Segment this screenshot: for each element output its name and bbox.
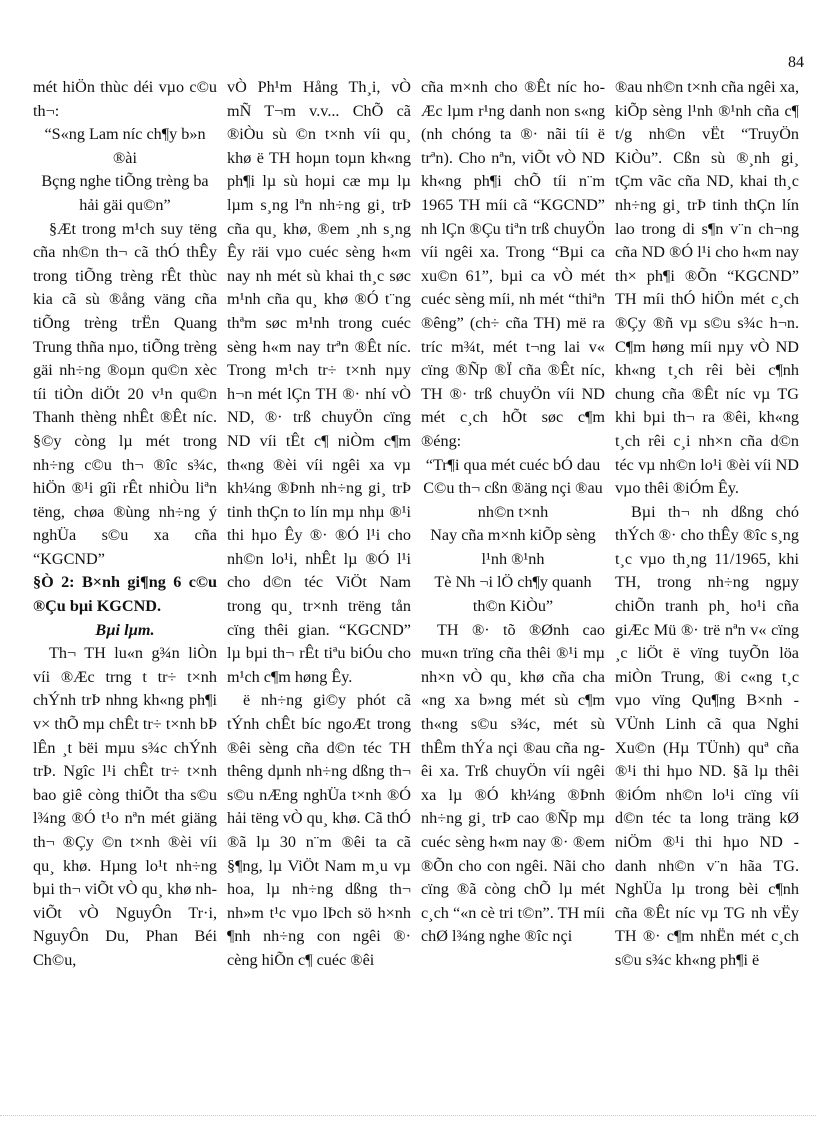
poem-line: Bçng nghe tiÕng trèng ba hải gäi qu©n” xyxy=(41,172,209,214)
paragraph: Th¬ TH lu«n g¾n liÒn víi ®Æc trng t tr÷ t×nh chÝnh trÞ nhng kh«ng ph¶i v× thÕ mµ chÊt tr÷ t×nh bÞ lÊn ¸t bëi mµu s¾c chÝnh trÞ. Ngîc l¹i chÊt tr÷ t×nh bao giê còng thiÕt tha s©u l¾ng ®Ó t¹o nªn mét giäng th¬ ®Çy ©n t×nh ®èi víi qu¸ khø. Hµng lo¹t nh÷ng bµi th¬ viÕt vÒ qu¸ khø nh viÕt vÒ NguyÔn Tr·i, NguyÔn Du, Phan Béi Ch©u, xyxy=(33,644,217,969)
poem-line: Tè Nh ¬i lÖ ch¶y quanh th©n KiÒu” xyxy=(434,573,592,616)
paragraph: TH ®· tõ ®Ønh cao mu«n trïng cña thêi ®¹i mµ nh×n vÒ qu¸ khø cña cha «ng xa b»ng mét sù c¶m th«ng s©u s¾c, mét sù thÊm thÝa nçi ®au cña ngêi xa. Trß chuyÖn víi ngêi xa lµ ®Ó kh¼ng ®Þnh nh÷ng gi¸ trÞ cao ®Ñp mµ cuéc sèng h«m nay ®· ®em ®Õn cho con ngêi. Nãi cho cïng ®ã còng chÕ lµ mét c¸ch “«n cè tri t©n”. TH míi chØ l¾ng nghe ®îc nçi xyxy=(421,620,605,946)
column-4 xyxy=(615,76,799,1106)
section-heading: §Ò 2: B×nh gi¶ng 6 c©u ®Çu bµi KGCND. xyxy=(33,573,217,616)
poem-line: Nay cña m×nh kiÕp sèng l¹nh ®¹nh xyxy=(430,526,596,568)
poem-line: C©u th¬ cßn ®äng nçi ®au nh©n t×nh xyxy=(423,479,603,521)
paragraph: ®au nh©n t×nh cña ngêi xa, kiÕp sèng l¹nh ®¹nh cña c¶ t/g nh©n vËt “TruyÖn KiÒu”. Cßn sù ®¸nh gi¸ tÇm vãc cña ND, khai th¸c nh÷ng gi¸ trÞ tinh thÇn lín lao trong di s¶n v¨n ch¬ng cña ND ®Ó l¹i cho h«m nay th× ph¶i ®Õn “KGCND” TH míi thÓ hiÖn mét c¸ch ®Çy ®ñ vµ s©u s¾c h¬n. C¶m høng míi nµy vÒ ND kh«ng t¸ch rêi bèi c¶nh chung cña ®Êt níc vµ TG khi bµi th¬ ra ®êi, kh«ng t¸ch rêi c¸i nh×n cña d©n téc vµ nh©n lo¹i ®èi víi ND vµo thêi ®iÓm Êy. xyxy=(615,78,799,498)
text-columns xyxy=(33,76,797,1106)
paragraph: §Æt trong m¹ch suy tëng cña nh©n th¬ cã thÓ thÊy trong tiÕng trèng rÊt thùc kia cã sù ®ång väng cña tiÕng trèng trËn Quang Trung thña nµo, tiÕng trèng gäi nh÷ng ®oµn qu©n xèc tíi tiÒn diÖt 20 v¹n qu©n Thanh thèng nhÊt ®Êt níc. §©y còng lµ mét trong nh÷ng c©u th¬ ®îc s¾c, hiÖn ®¹i gîi rÊt nhiÒu liªn tëng, chøa ®ùng nh÷ng ý nghÜa s©u xa cña “KGCND” xyxy=(33,219,217,568)
column-2 xyxy=(227,76,411,1106)
poem-line: “Tr¶i qua mét cuéc bÓ dau xyxy=(425,455,601,474)
bottom-divider xyxy=(0,1115,816,1117)
paragraph: mét hiÖn thùc déi vµo c©u th¬: xyxy=(33,78,217,120)
page-number: 84 xyxy=(788,54,804,71)
paragraph: vÒ Ph¹m Hång Th¸i, vÒ mÑ T¬m v.v... ChÕ cã ®iÒu sù ©n t×nh víi qu¸ khø ë TH hoµn toµn kh«ng ph¶i lµ sù hoµi cæ mµ lµ lµm s¸ng lªn nh÷ng gi¸ trÞ cña qu¸ khø, ®em ¸nh s¸ng Êy räi vµo cuéc sèng h«m nay nh mét sù khai th¸c søc m¹nh cña qu¸ khø ®Ó t¨ng thªm søc m¹nh trong cuéc sèng h«m nay trªn ®Êt níc. Trong m¹ch tr÷ t×nh nµy h¬n mét lÇn TH ®· nhí vÒ ND, ®· trß chuyÖn cïng ND víi tÊt c¶ niÒm c¶m th«ng ®èi víi ngêi xa vµ kh¼ng ®Þnh nh÷ng gi¸ trÞ tinh thÇn to lín mµ nhµ ®¹i thi hµo Êy ®· ®Ó l¹i cho nh©n lo¹i, nhÊt lµ ®Ó l¹i cho d©n téc ViÖt Nam trong qu¸ tr×nh trëng tån cïng thêi gian. “KGCND” lµ bµi th¬ rÊt tiªu biÓu cho m¹ch c¶m høng Êy. xyxy=(227,78,411,686)
subheading: Bµi lµm. xyxy=(95,620,155,639)
column-1 xyxy=(33,76,217,1106)
paragraph: ë nh÷ng gi©y phót cã tÝnh chÊt bíc ngoÆt trong ®êi sèng cña d©n téc TH thêng dµnh nh÷ng dßng th¬ s©u nÆng nghÜa t×nh ®Ó hải tëng vÒ qu¸ khø. Cã thÓ ®ã lµ 30 n¨m ®êi ta cã §¶ng, lµ ViÖt Nam m¸u vµ hoa, lµ nh÷ng dßng th¬ nh»m t¹c vµo lÞch sö h×nh ¶nh nh÷ng con ngêi ®· cèng hiÕn c¶ cuéc ®êi xyxy=(227,691,411,969)
column-3 xyxy=(421,76,605,1106)
poem-line: “S«ng Lam níc ch¶y b»n ®ài xyxy=(44,125,206,167)
paragraph: Bµi th¬ nh dßng chó thÝch ®· cho thÊy ®îc s¸ng t¸c vµo th¸ng 11/1965, khi TH, trong nh÷ng ngµy chiÕn tranh ph¸ ho¹i cña giÆc Mü ®· trë nªn v« cïng ¸c liÖt ë vïng tuyÕn löa miÒn Trung, ®i c«ng t¸c vµo vïng Qu¶ng B×nh - VÜnh Linh cã qua Nghi Xu©n (Hµ TÜnh) quª cña ®¹i thi hµo ND. §ã lµ thêi ®iÓm nh©n lo¹i cïng víi d©n téc ta long träng kØ niÖm ®¹i thi hµo ND - danh nh©n v¨n hãa TG. NghÜa lµ trong bèi c¶nh cña ®Êt níc vµ TG nh vËy TH ®· c¶m nhËn mét c¸ch s©u s¾c kh«ng ph¶i ë xyxy=(615,502,799,969)
paragraph: cña m×nh cho ®Êt níc hoÆc lµm r¹ng danh non s«ng (nh chóng ta ®· nãi tíi ë trªn). Cho nªn, viÕt vÒ ND kh«ng ph¶i chÕ tíi n¨m 1965 TH míi cã “KGCND” nh lÇn ®Çu tiªn trß chuyÖn víi ngêi xa. Trong “Bµi ca xu©n 61”, bµi ca vÒ mét cuéc sèng míi, nh mét “thiªn ®êng” (ch÷ cña TH) më ra tríc m¾t, mét t¬ng lai v« cïng ®Ñp ®Ï cña ®Êt níc, TH ®· trß chuyÖn víi ND mét c¸ch hÕt søc c¶m ®éng: xyxy=(421,78,605,450)
